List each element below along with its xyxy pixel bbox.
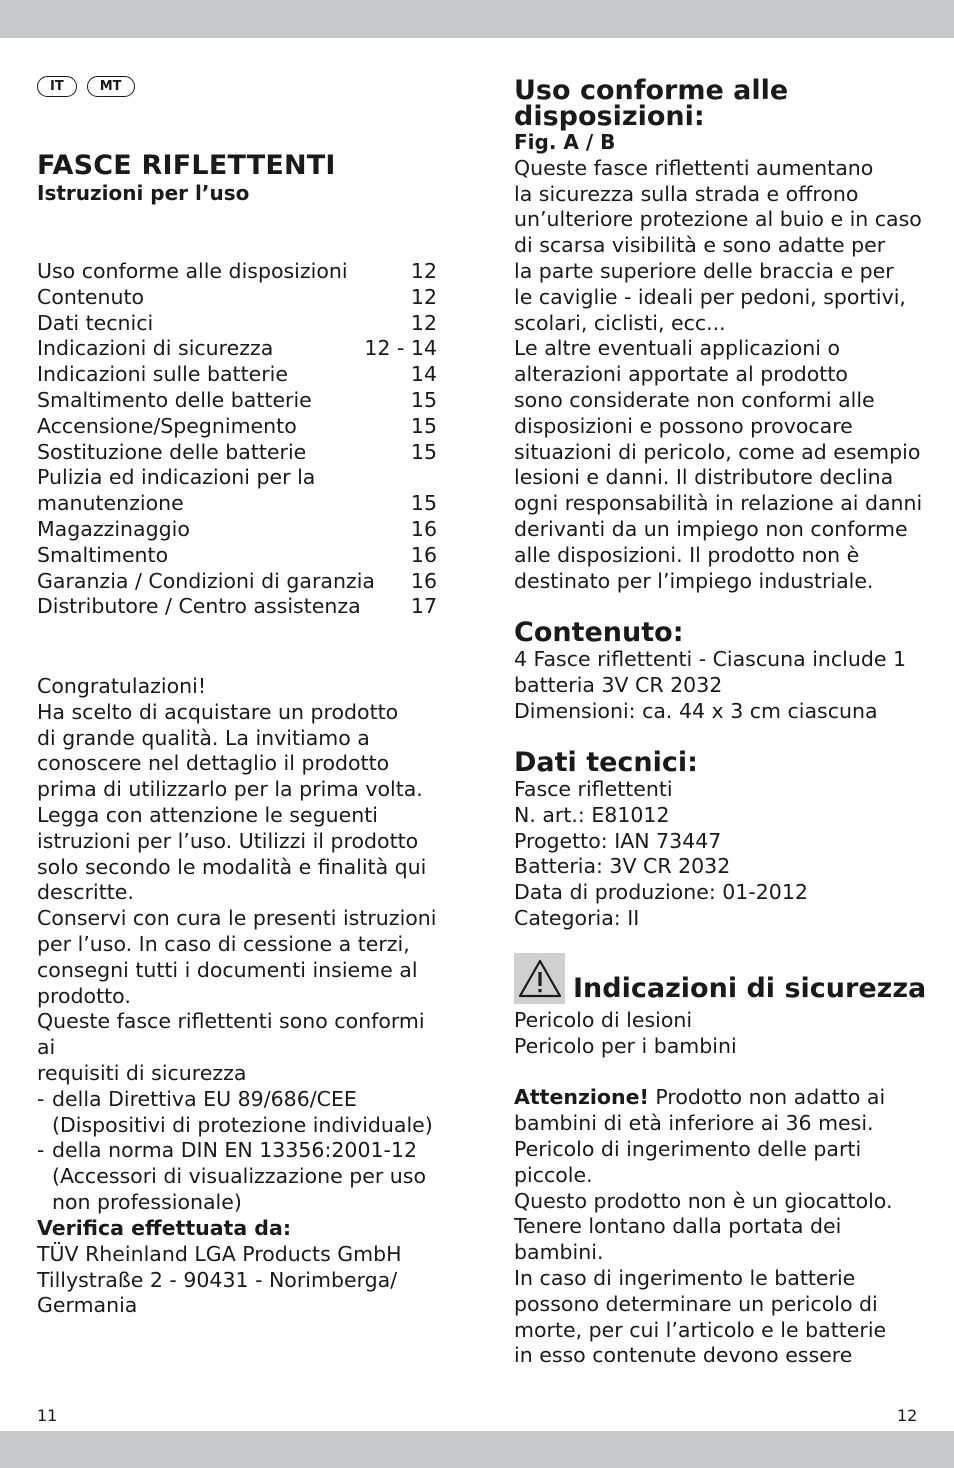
- tech-line: Batteria: 3V CR 2032: [514, 854, 731, 879]
- safety-line: bambini di età inferiore ai 36 mesi.: [514, 1111, 874, 1136]
- bullet-line: (Accessori di visualizzazione per uso: [52, 1164, 427, 1189]
- bullet-line: della Direttiva EU 89/686/CEE: [52, 1086, 357, 1111]
- bottom-band: [0, 1431, 954, 1468]
- bullet-line: della norma DIN EN 13356:2001-12: [52, 1138, 418, 1163]
- safety-line: Tenere lontano dalla portata dei: [514, 1214, 842, 1239]
- toc-entry: [37, 336, 437, 362]
- spacer-line: [514, 1060, 934, 1086]
- toc-label: Smaltimento: [37, 542, 169, 567]
- toc-label: Distributore / Centro assistenza: [37, 594, 361, 619]
- intro-text: [37, 674, 447, 1087]
- page-number-right: 12: [897, 1406, 918, 1425]
- toc-entry: [37, 259, 437, 285]
- tech-line: Fasce riflettenti: [514, 777, 673, 801]
- intro-line: Conservi con cura le presenti istruzioni: [37, 906, 437, 931]
- contents-heading: Contenuto:: [514, 617, 684, 648]
- toc-entry: [37, 414, 437, 440]
- usage-heading: [514, 75, 934, 132]
- toc-entry: [37, 465, 437, 491]
- usage-line: la parte superiore delle braccia e per: [514, 258, 894, 283]
- toc-label: Sostituzione delle batterie: [37, 439, 307, 464]
- tech-line: Categoria: II: [514, 905, 640, 930]
- usage-line: lesioni e danni. Il distributore declina: [514, 465, 894, 490]
- toc-label: manutenzione: [37, 491, 184, 516]
- intro-line: Legga con attenzione le seguenti: [37, 802, 378, 827]
- contents-line: 4 Fasce riflettenti - Ciascuna include 1: [514, 647, 907, 671]
- document-subtitle: Istruzioni per l’uso: [37, 181, 250, 205]
- safety-line: Pericolo per i bambini: [514, 1033, 737, 1058]
- intro-line: requisiti di sicurezza: [37, 1060, 247, 1085]
- contents-section: [514, 617, 934, 724]
- bullet-text: [52, 1087, 433, 1139]
- tech-line: N. art.: E81012: [514, 802, 670, 827]
- toc-label: Magazzinaggio: [37, 516, 190, 541]
- toc-entry: [37, 362, 437, 388]
- attention-label: Attenzione!: [514, 1085, 649, 1110]
- lang-badge-it: IT: [37, 76, 77, 97]
- usage-line: Queste fasce riflettenti aumentano: [514, 155, 874, 180]
- figure-reference: Fig. A / B: [514, 130, 616, 154]
- tech-section: [514, 747, 934, 932]
- safety-line: Questo prodotto non è un giocattolo.: [514, 1188, 893, 1213]
- bullet-text: [52, 1138, 426, 1215]
- toc-page: 12: [410, 310, 437, 335]
- toc-label: Pulizia ed indicazioni per la: [37, 465, 316, 490]
- toc-label: Contenuto: [37, 284, 145, 309]
- intro-line: prodotto.: [37, 983, 131, 1008]
- toc-entry: [37, 594, 437, 620]
- usage-line: ogni responsabilità in relazione ai danni: [514, 491, 923, 516]
- intro-line: prima di utilizzarlo per la prima volta.: [37, 777, 423, 802]
- intro-bullets: [37, 1087, 447, 1216]
- safety-line: possono determinare un pericolo di: [514, 1291, 878, 1316]
- usage-heading-line: Uso conforme alle: [514, 75, 789, 106]
- safety-line: morte, per cui l’articolo e le batterie: [514, 1317, 887, 1342]
- usage-line: situazioni di pericolo, come ad esempio: [514, 439, 921, 464]
- toc-page: 15: [410, 439, 437, 464]
- bullet-line: non professionale): [52, 1189, 242, 1214]
- tech-line: Progetto: IAN 73447: [514, 828, 722, 853]
- usage-line: disposizioni e possono provocare: [514, 413, 853, 438]
- bullet-line: (Dispositivi di protezione individuale): [52, 1112, 433, 1137]
- toc-entry: [37, 311, 437, 337]
- contents-line: Dimensioni: ca. 44 x 3 cm ciascuna: [514, 698, 878, 723]
- usage-line: le caviglie - ideali per pedoni, sportivi,: [514, 284, 906, 309]
- toc-entry: [37, 543, 437, 569]
- usage-line: di scarsa visibilità e sono adatte per: [514, 233, 886, 258]
- intro-line: conoscere nel dettaglio il prodotto: [37, 751, 390, 776]
- toc-page: 14: [410, 362, 437, 387]
- toc-label: Indicazioni sulle batterie: [37, 362, 288, 387]
- usage-text: [514, 156, 934, 595]
- tech-text: [514, 777, 934, 932]
- intro-line: Ha scelto di acquistare un prodotto: [37, 699, 399, 724]
- page-number-left: 11: [37, 1406, 58, 1425]
- intro-line: Queste fasce riflettenti sono conformi ai: [37, 1009, 425, 1060]
- safety-text: [514, 1008, 934, 1060]
- contents-line: batteria 3V CR 2032: [514, 672, 723, 697]
- document-title: FASCE RIFLETTENTI: [37, 150, 336, 181]
- usage-line: derivanti da un impiego non conforme: [514, 516, 908, 541]
- bullet-dash: -: [37, 1086, 45, 1111]
- toc-page: 15: [410, 413, 437, 438]
- safety-section: [514, 953, 934, 1369]
- toc-page: 16: [410, 542, 437, 567]
- intro-line: consegni tutti i documenti insieme al: [37, 957, 418, 982]
- usage-section: [514, 75, 934, 594]
- usage-line: alle disposizioni. Il prodotto non è: [514, 542, 860, 567]
- usage-line: un’ulteriore protezione al buio e in caso: [514, 207, 922, 232]
- toc-label: Uso conforme alle disposizioni: [37, 259, 348, 283]
- toc-entry: [37, 569, 437, 595]
- verification-section: [37, 1216, 447, 1319]
- toc-entry: [37, 440, 437, 466]
- intro-line: solo secondo le modalità e finalità qui: [37, 854, 427, 879]
- attention-line: [514, 1085, 934, 1111]
- verification-line: TÜV Rheinland LGA Products GmbH: [37, 1241, 402, 1266]
- toc-label: Smaltimento delle batterie: [37, 387, 312, 412]
- warning-triangle-icon: [514, 953, 565, 1004]
- verification-line: Germania: [37, 1293, 138, 1318]
- safety-warning-text: [514, 1111, 934, 1369]
- toc-label: Dati tecnici: [37, 310, 154, 335]
- bullet-item: [37, 1138, 447, 1215]
- table-of-contents: [37, 259, 437, 620]
- safety-heading: Indicazioni di sicurezza: [573, 973, 927, 1004]
- language-badges: [37, 76, 135, 97]
- safety-line: piccole.: [514, 1162, 593, 1187]
- toc-entry: [37, 491, 437, 517]
- toc-page: 12: [410, 259, 437, 283]
- toc-page: 17: [410, 594, 437, 619]
- toc-entry: [37, 388, 437, 414]
- usage-line: Le altre eventuali applicazioni o: [514, 336, 840, 361]
- toc-page: 16: [410, 568, 437, 593]
- toc-page: 12: [410, 284, 437, 309]
- intro-line: Congratulazioni!: [37, 674, 207, 698]
- attention-text: Prodotto non adatto ai: [648, 1085, 886, 1110]
- verification-heading: Verifica effettuata da:: [37, 1216, 292, 1240]
- lang-badge-mt: MT: [87, 76, 135, 97]
- toc-label: Accensione/Spegnimento: [37, 413, 297, 438]
- toc-page: 15: [410, 491, 437, 516]
- tech-line: Data di produzione: 01-2012: [514, 880, 808, 905]
- bullet-item: [37, 1087, 447, 1139]
- toc-label: Garanzia / Condizioni di garanzia: [37, 568, 375, 593]
- usage-line: scolari, ciclisti, ecc...: [514, 310, 726, 335]
- intro-section: [37, 674, 447, 1216]
- intro-line: descritte.: [37, 880, 134, 905]
- toc-page: 12 - 14: [364, 336, 437, 361]
- toc-page: 15: [410, 387, 437, 412]
- intro-line: di grande qualità. La invitiamo a: [37, 725, 370, 750]
- safety-line: bambini.: [514, 1240, 604, 1265]
- tech-heading: Dati tecnici:: [514, 747, 698, 778]
- safety-line: Pericolo di lesioni: [514, 1008, 693, 1032]
- contents-text: [514, 647, 934, 724]
- bullet-dash: -: [37, 1138, 45, 1163]
- usage-line: sono considerate non conformi alle: [514, 387, 875, 412]
- toc-label: Indicazioni di sicurezza: [37, 336, 274, 361]
- intro-line: istruzioni per l’uso. Utilizzi il prodotto: [37, 828, 419, 853]
- top-band: [0, 0, 954, 38]
- toc-page: 16: [410, 516, 437, 541]
- safety-line: In caso di ingerimento le batterie: [514, 1265, 856, 1290]
- usage-line: alterazioni apportate al prodotto: [514, 362, 848, 387]
- usage-heading-line: disposizioni:: [514, 101, 705, 132]
- toc-entry: [37, 517, 437, 543]
- verification-text: [37, 1242, 447, 1319]
- usage-line: la sicurezza sulla strada e offrono: [514, 181, 859, 206]
- intro-line: per l’uso. In caso di cessione a terzi,: [37, 931, 410, 956]
- safety-line: Pericolo di ingerimento delle parti: [514, 1136, 862, 1161]
- toc-entry: [37, 285, 437, 311]
- usage-line: destinato per l’impiego industriale.: [514, 568, 874, 593]
- verification-line: Tillystraße 2 - 90431 - Norimberga/: [37, 1267, 398, 1292]
- safety-line: in esso contenute devono essere: [514, 1343, 853, 1368]
